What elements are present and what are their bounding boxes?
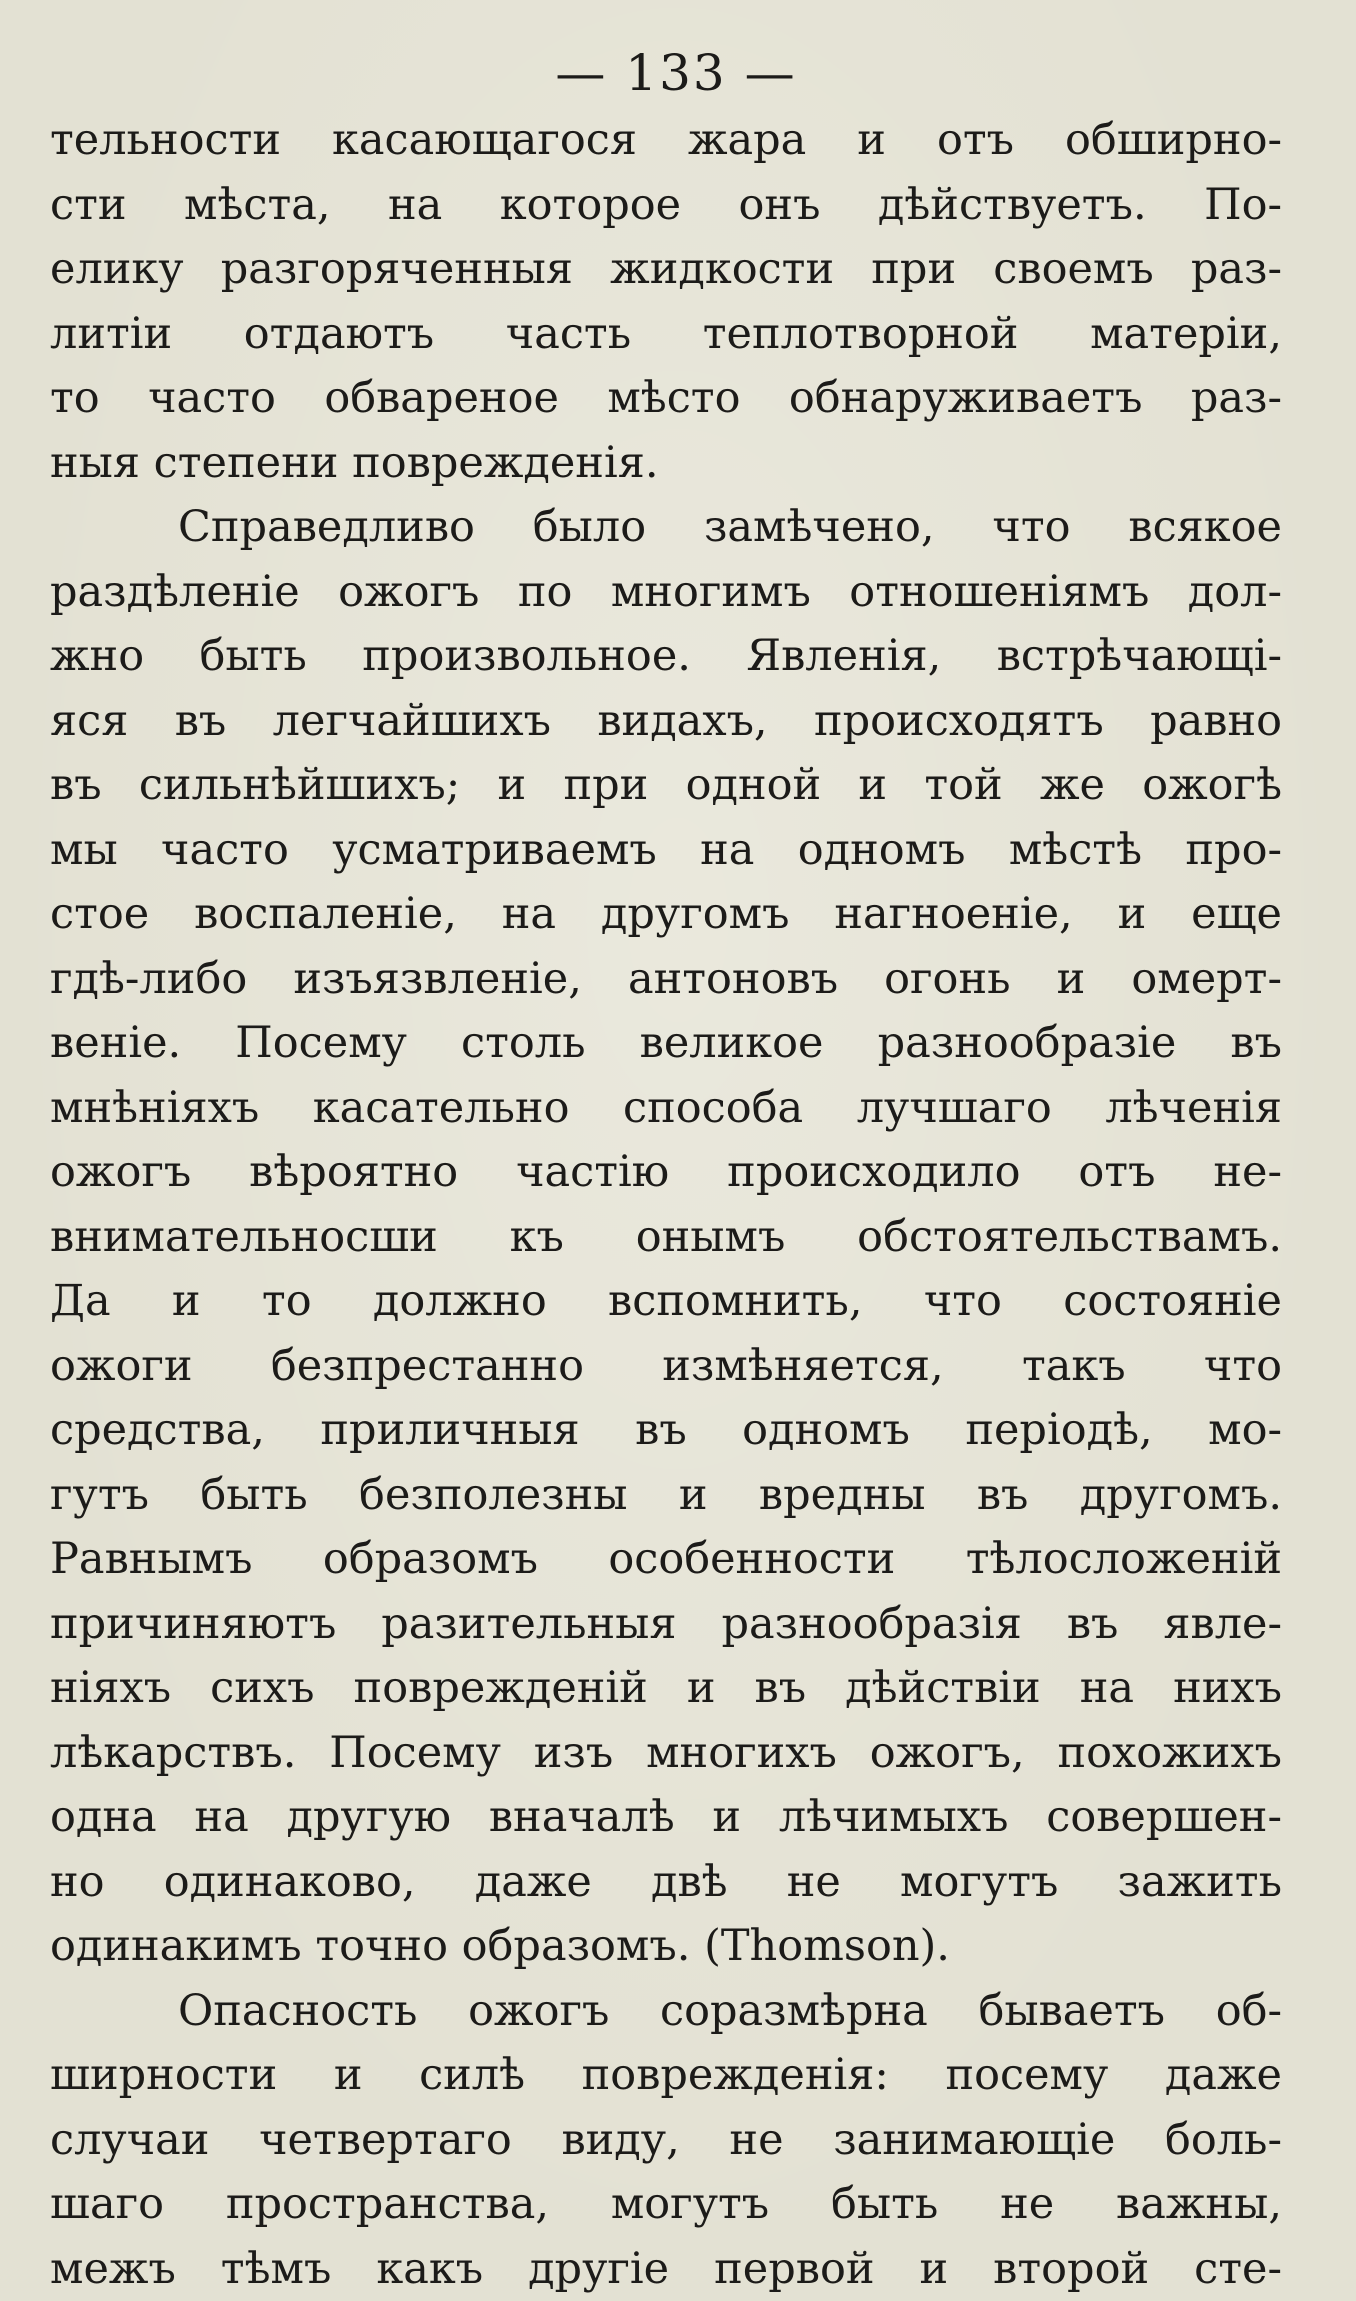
text-line: внимательносши къ онымъ обстоятельствамъ. [50,1205,1282,1270]
text-line: Равнымъ образомъ особенности тѣлосложеній [50,1527,1282,1592]
text-line: ніяхъ сихъ поврежденій и въ дѣйствіи на нихъ [50,1656,1282,1721]
paragraph [50,108,1282,495]
text-line: Справедливо было замѣчено, что всякое [50,495,1282,560]
text-line: гдѣ-либо изъязвленіе, антоновъ огонь и омерт- [50,947,1282,1012]
text-line: одна на другую вначалѣ и лѣчимыхъ совершен- [50,1785,1282,1850]
text-line: жно быть произвольное. Явленія, встрѣчающі- [50,624,1282,689]
body-text [50,108,1282,2301]
text-line: раздѣленіе ожогъ по многимъ отношеніямъ дол- [50,560,1282,625]
text-line: то часто обвареное мѣсто обнаруживаетъ раз- [50,366,1282,431]
text-line: гутъ быть безполезны и вредны въ другомъ. [50,1463,1282,1528]
paragraph [50,1979,1282,2301]
text-line: Опасность ожогъ соразмѣрна бываетъ об- [50,1979,1282,2044]
text-line: литіи отдаютъ часть теплотворной матеріи, [50,302,1282,367]
paragraph [50,495,1282,1979]
text-line: веніе. Посему столь великое разнообразіе въ [50,1011,1282,1076]
text-line: въ сильнѣйшихъ; и при одной и той же ожогѣ [50,753,1282,818]
text-line: ширности и силѣ поврежденія: посему даже [50,2043,1282,2108]
text-line: мы часто усматриваемъ на одномъ мѣстѣ про- [50,818,1282,883]
text-line: причиняютъ разительныя разнообразія въ явле- [50,1592,1282,1657]
text-line: яся въ легчайшихъ видахъ, происходятъ равно [50,689,1282,754]
text-line: ныя степени поврежденія. [50,431,1282,496]
text-line: елику разгоряченныя жидкости при своемъ раз- [50,237,1282,302]
text-line: межъ тѣмъ какъ другіе первой и второй сте- [50,2237,1282,2301]
text-line: но одинаково, даже двѣ не могутъ зажить [50,1850,1282,1915]
text-line: мнѣніяхъ касательно способа лучшаго лѣченія [50,1076,1282,1141]
text-line: ожоги безпрестанно измѣняется, такъ что [50,1334,1282,1399]
text-line: стое воспаленіе, на другомъ нагноеніе, и еще [50,882,1282,947]
text-line: сти мѣста, на которое онъ дѣйствуетъ. По- [50,173,1282,238]
page-number: — 133 — [50,42,1282,104]
text-line: ожогъ вѣроятно частію происходило отъ не- [50,1140,1282,1205]
text-line: одинакимъ точно образомъ. (Thomson). [50,1914,1282,1979]
text-line: Да и то должно вспомнить, что состояніе [50,1269,1282,1334]
text-line: тельности касающагося жара и отъ обширно- [50,108,1282,173]
text-line: случаи четвертаго виду, не занимающіе боль- [50,2108,1282,2173]
text-line: средства, приличныя въ одномъ періодѣ, мо- [50,1398,1282,1463]
text-line: шаго пространства, могутъ быть не важны, [50,2172,1282,2237]
text-line: лѣкарствъ. Посему изъ многихъ ожогъ, похожихъ [50,1721,1282,1786]
